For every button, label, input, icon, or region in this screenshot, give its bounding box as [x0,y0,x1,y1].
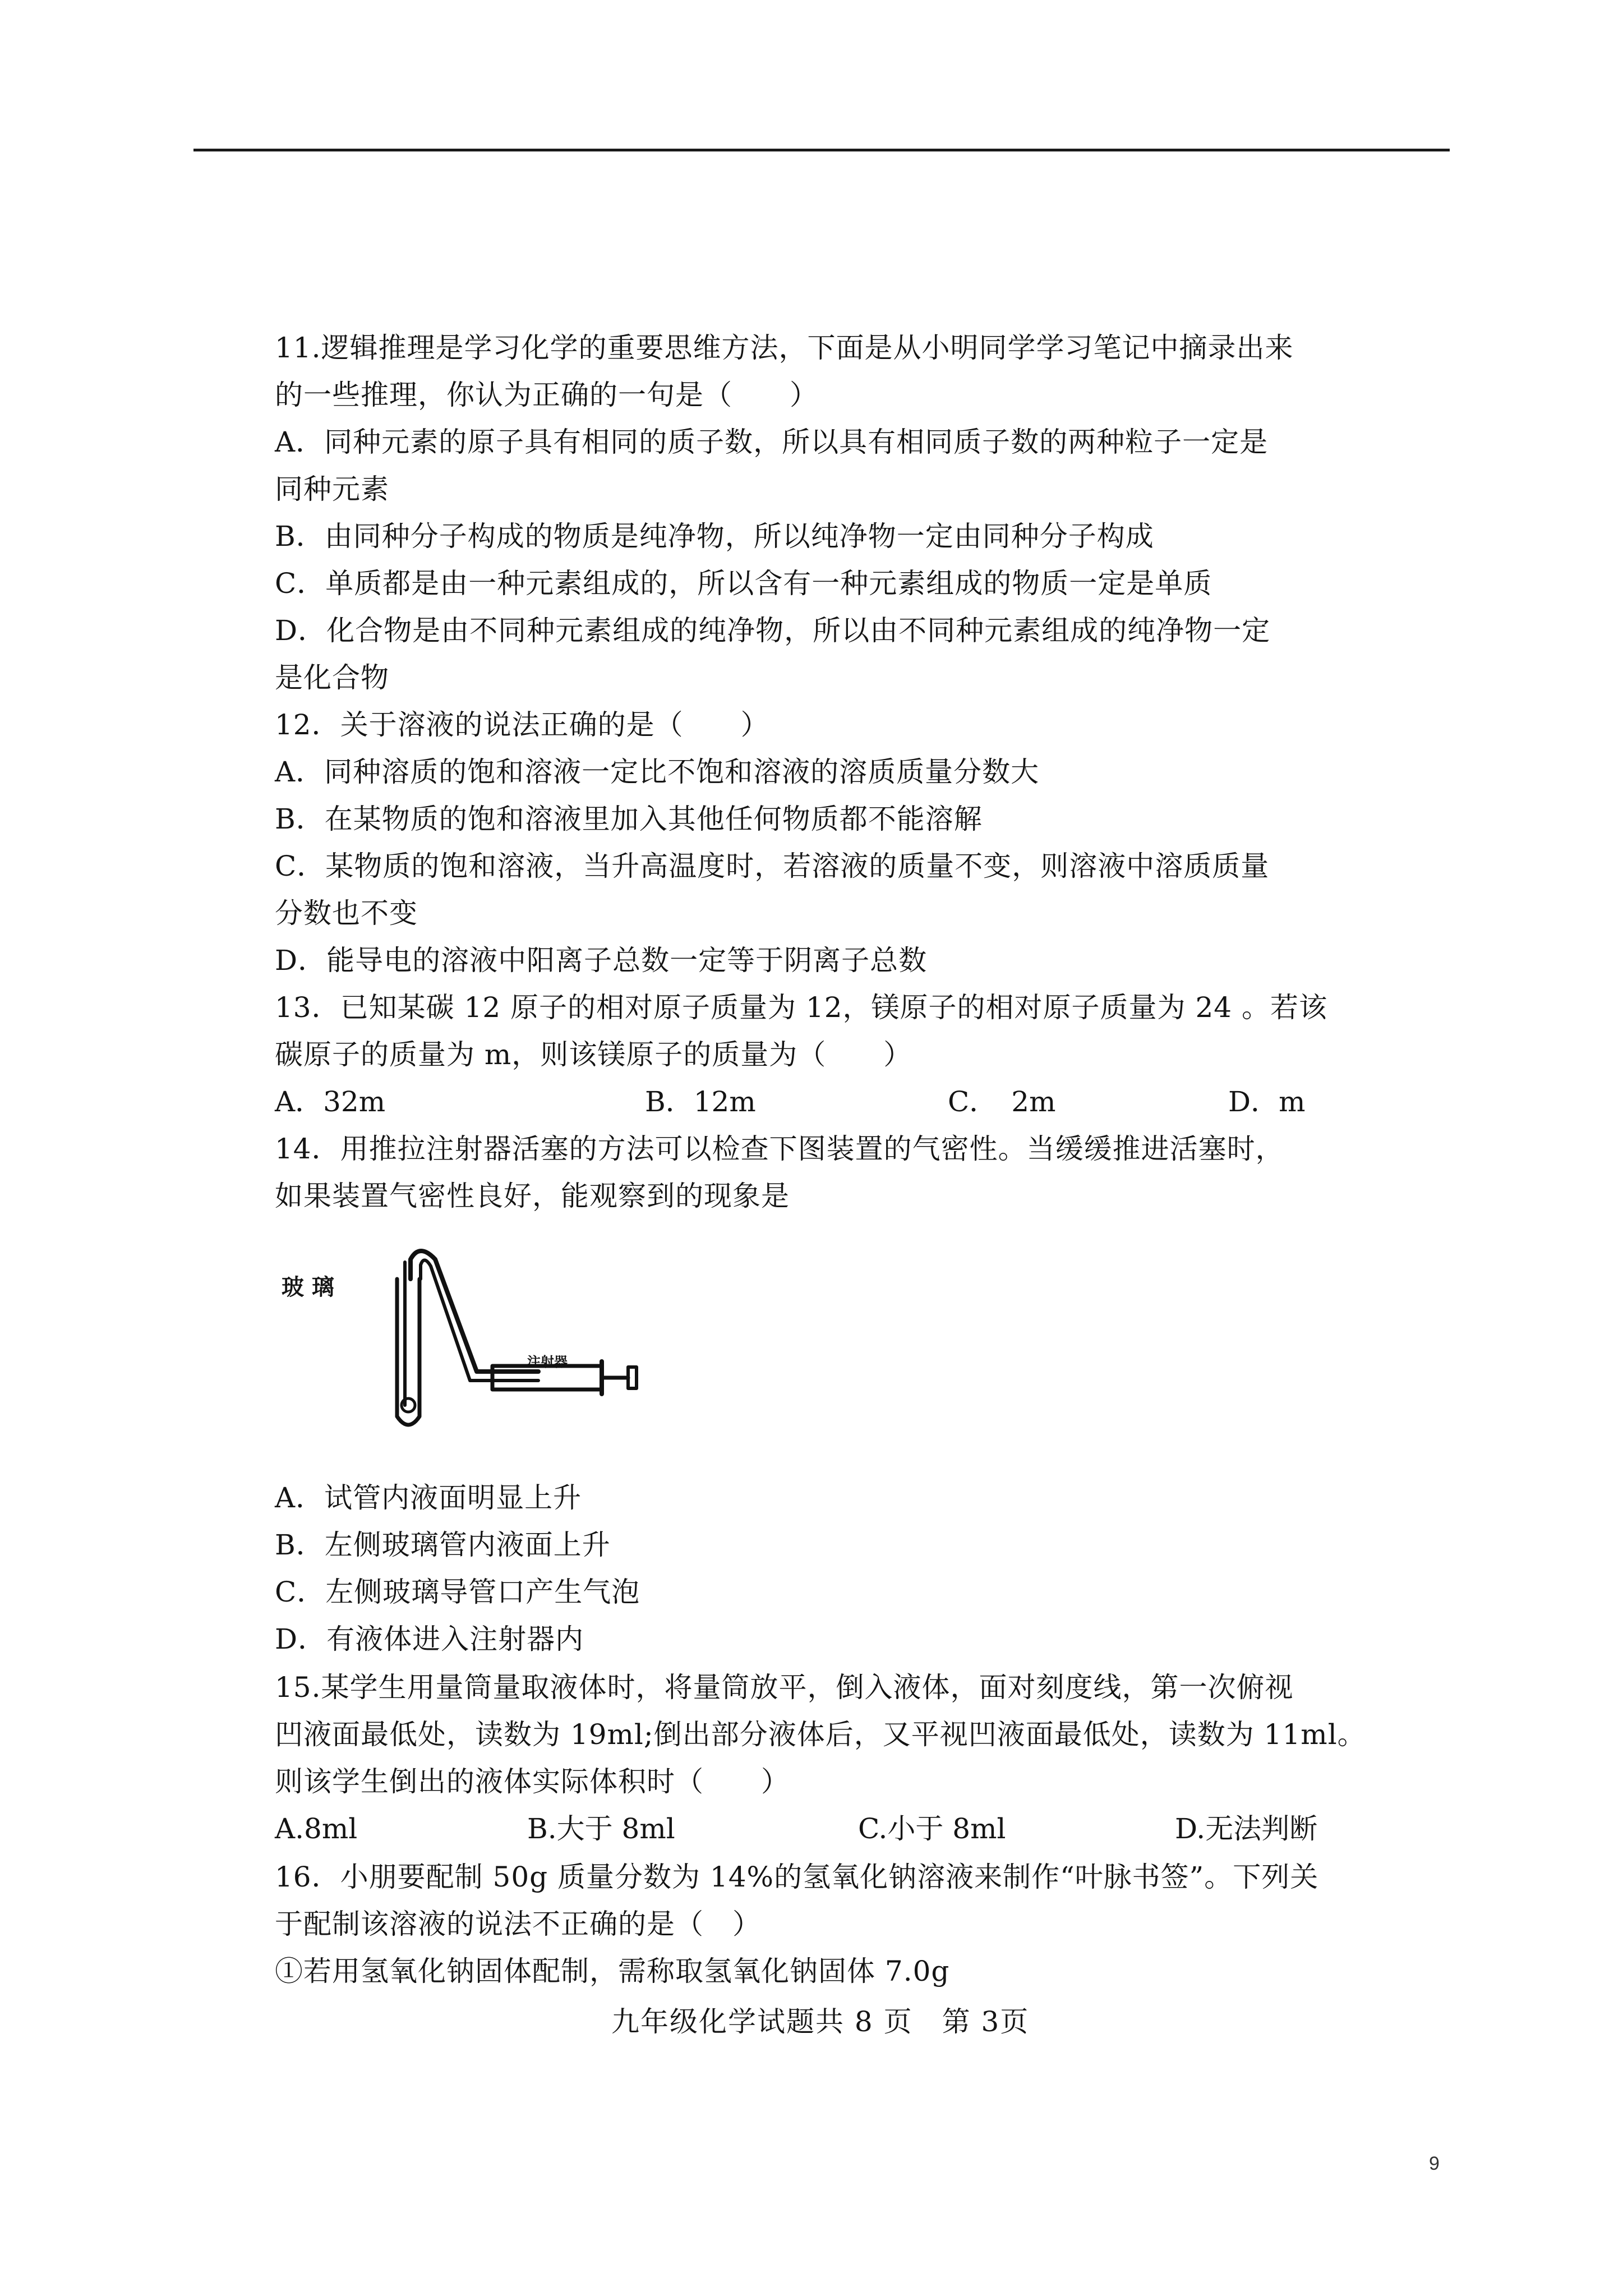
statement-1: ①若用氢氧化钠固体配制，需称取氢氧化钠固体 7.0g [275,1955,950,1987]
option-a: A．同种元素的原子具有相同的质子数，所以具有相同质子数的两种粒子一定是 [275,426,1269,458]
option-a: A．试管内液面明显上升 [275,1481,582,1514]
page-footer: 九年级化学试题共 8 页 第 3页 [611,2005,1030,2038]
question-stem-line: 的一些推理，你认为正确的一句是（ ） [275,379,818,411]
page-number: 9 [1429,2153,1440,2174]
question-stem-line: 11.逻辑推理是学习化学的重要思维方法，下面是从小明同学学习笔记中摘录出来 [275,332,1294,364]
airtightness-apparatus-figure [275,1237,667,1444]
question-stem-line: 15.某学生用量筒量取液体时，将量筒放平，倒入液体，面对刻度线，第一次俯视 [275,1671,1294,1704]
option-d: D．有液体进入注射器内 [275,1623,584,1655]
header-rule [193,149,1450,151]
option-d: D．m [1228,1085,1306,1118]
option-c: C．某物质的饱和溶液，当升高温度时，若溶液的质量不变，则溶液中溶质质量 [275,850,1270,882]
test-tube [397,1279,419,1425]
option-d: D．化合物是由不同种元素组成的纯净物，所以由不同种元素组成的纯净物一定 [275,614,1271,647]
question-stem-line: 如果装置气密性良好，能观察到的现象是 [275,1180,790,1212]
question-stem-line: 12．关于溶液的说法正确的是（ ） [275,708,769,741]
option-d: D．能导电的溶液中阳离子总数一定等于阴离子总数 [275,944,928,977]
option-b: B.大于 8ml [527,1812,675,1845]
option-b: B．12m [645,1085,756,1118]
apparatus-drawing [275,1237,667,1444]
option-c: C． 2m [948,1085,1056,1118]
option-a: A．同种溶质的饱和溶液一定比不饱和溶液的溶质质量分数大 [275,756,1040,788]
question-stem-line: 于配制该溶液的说法不正确的是（ ） [275,1908,761,1940]
question-stem-line: 碳原子的质量为 m，则该镁原子的质量为（ ） [275,1038,912,1071]
option-b: B．在某物质的饱和溶液里加入其他任何物质都不能溶解 [275,803,983,835]
option-a: A．32m [275,1085,386,1118]
question-stem-line: 14．用推拉注射器活塞的方法可以检查下图装置的气密性。当缓缓推进活塞时， [275,1133,1284,1165]
question-stem-line: 16．小朋要配制 50g 质量分数为 14%的氢氧化钠溶液来制作“叶脉书签”。下列关 [275,1861,1319,1893]
option-d: D.无法判断 [1175,1812,1318,1845]
option-c: C．左侧玻璃导管口产生气泡 [275,1576,640,1608]
option-c-continued: 分数也不变 [275,897,418,930]
option-b: B．左侧玻璃管内液面上升 [275,1529,611,1561]
question-stem-line: 凹液面最低处，读数为 19ml;倒出部分液体后，又平视凹液面最低处，读数为 11ml。 [275,1718,1366,1751]
glass-label: 玻 璃 [282,1274,334,1300]
option-a-continued: 同种元素 [275,473,389,505]
option-d-continued: 是化合物 [275,661,389,694]
option-c: C.小于 8ml [858,1812,1006,1845]
syringe-label: 注射器 [527,1354,568,1370]
option-c: C．单质都是由一种元素组成的，所以含有一种元素组成的物质一定是单质 [275,567,1212,600]
option-a: A.8ml [275,1812,358,1845]
plunger-handle [628,1367,637,1388]
question-stem-line: 13．已知某碳 12 原子的相对原子质量为 12，镁原子的相对原子质量为 24 。若该 [275,991,1327,1024]
question-stem-line: 则该学生倒出的液体实际体积时（ ） [275,1765,790,1798]
option-b: B．由同种分子构成的物质是纯净物，所以纯净物一定由同种分子构成 [275,520,1154,553]
delivery-tube [411,1251,538,1372]
